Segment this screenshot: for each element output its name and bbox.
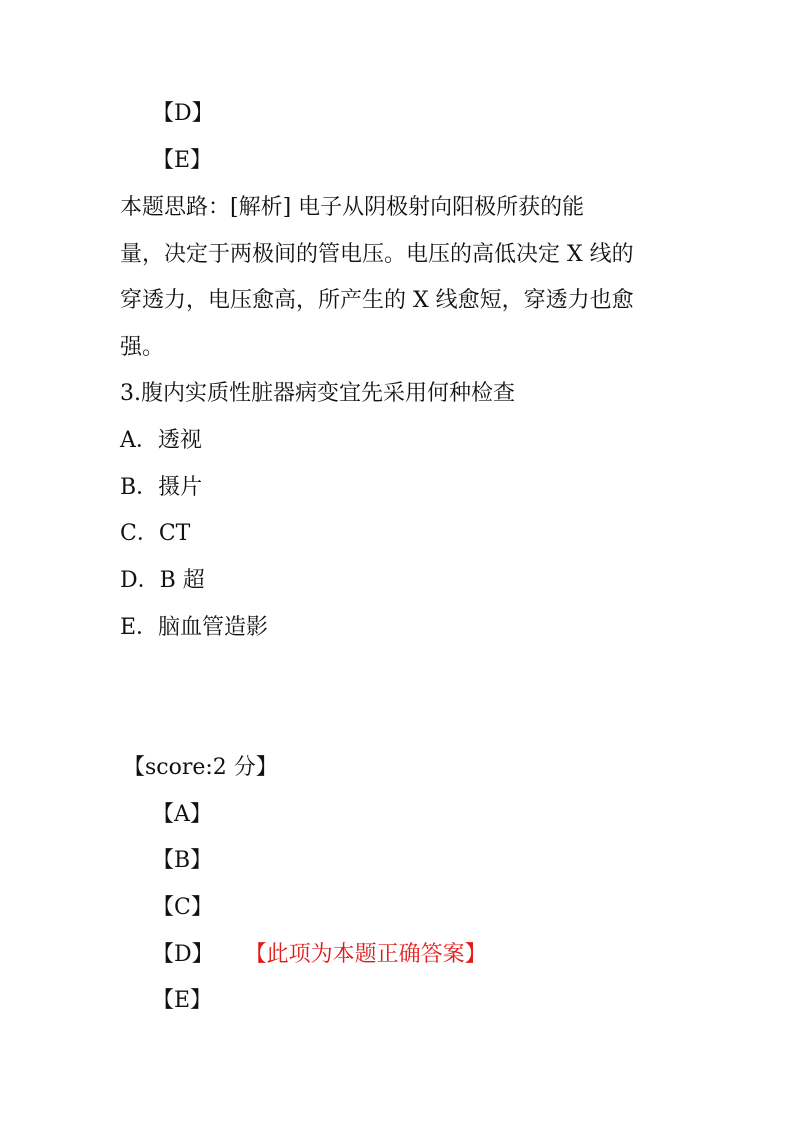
analysis-line: 本题思路：[解析] 电子从阴极射向阳极所获的能 (120, 195, 585, 220)
choice-b: B．摄片 (120, 475, 203, 500)
prev-option-d: 【D】 (152, 101, 214, 126)
analysis-line: 穿透力，电压愈高，所产生的 X 线愈短，穿透力也愈 (120, 288, 634, 313)
correct-answer-marker: 【此项为本题正确答案】 (255, 942, 487, 967)
choice-a: A．透视 (120, 428, 202, 453)
analysis-line: 量，决定于两极间的管电压。电压的高低决定 X 线的 (120, 242, 634, 267)
choice-d: D．B 超 (120, 568, 205, 593)
choice-c: C．CT (120, 521, 191, 546)
choice-e: E．脑血管造影 (120, 615, 269, 640)
analysis-line: 强。 (120, 335, 165, 360)
answer-option-e: 【E】 (152, 988, 213, 1013)
answer-option-d-row (152, 940, 487, 970)
question-stem: 3.腹内实质性脏器病变宜先采用何种检查 (120, 381, 515, 406)
answer-option-c: 【C】 (152, 895, 213, 920)
prev-option-e: 【E】 (152, 148, 213, 173)
answer-option-d: 【D】 (152, 942, 214, 967)
answer-option-a: 【A】 (152, 802, 212, 827)
score-label: 【score:2 分】 (123, 755, 278, 780)
answer-option-b: 【B】 (152, 848, 213, 873)
